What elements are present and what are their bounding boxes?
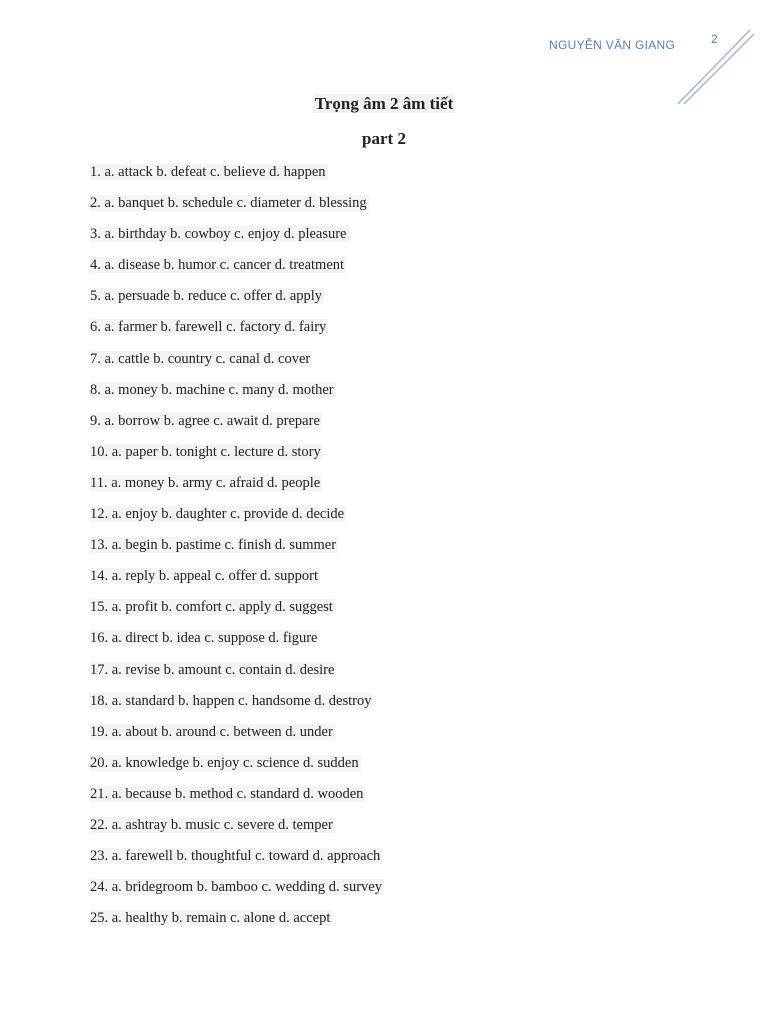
question-item (90, 285, 384, 316)
question-item (90, 907, 384, 938)
question-text: 3. a. birthday b. cowboy c. enjoy d. pleasure (90, 226, 347, 243)
question-item (90, 503, 384, 534)
question-text: 11. a. money b. army c. afraid d. people (90, 474, 321, 491)
question-text: 24. a. bridegroom b. bamboo c. wedding d. survey (90, 879, 382, 896)
question-text: 17. a. revise b. amount c. contain d. desire (90, 661, 335, 678)
document-subtitle: part 2 (362, 129, 406, 148)
document-title: Trọng âm 2 âm tiết (314, 94, 454, 113)
question-item (90, 379, 384, 410)
question-text: 22. a. ashtray b. music c. severe d. temper (90, 816, 333, 833)
question-text: 15. a. profit b. comfort c. apply d. suggest (90, 599, 333, 616)
header-author: NGUYỄN VĂN GIANG (549, 38, 676, 52)
question-text: 10. a. paper b. tonight c. lecture d. story (90, 443, 321, 460)
question-text: 19. a. about b. around c. between d. under (90, 723, 333, 740)
question-item (90, 845, 384, 876)
question-text: 12. a. enjoy b. daughter c. provide d. decide (90, 506, 345, 523)
page-number: 2 (711, 32, 718, 46)
question-item (90, 876, 384, 907)
question-text: 6. a. farmer b. farewell c. factory d. fairy (90, 319, 327, 336)
question-list (90, 161, 384, 938)
question-item (90, 565, 384, 596)
question-item (90, 752, 384, 783)
question-item (90, 223, 384, 254)
question-text: 5. a. persuade b. reduce c. offer d. apply (90, 288, 323, 305)
question-text: 23. a. farewell b. thoughtful c. toward d. approach (90, 848, 381, 865)
question-item (90, 441, 384, 472)
question-item (90, 161, 384, 192)
question-text: 16. a. direct b. idea c. suppose d. figure (90, 630, 318, 647)
document-title-wrap (0, 94, 768, 114)
question-text: 9. a. borrow b. agree c. await d. prepare (90, 412, 320, 429)
question-item (90, 316, 384, 347)
question-item (90, 783, 384, 814)
question-text: 20. a. knowledge b. enjoy c. science d. sudden (90, 754, 359, 771)
question-text: 21. a. because b. method c. standard d. wooden (90, 785, 364, 802)
question-item (90, 254, 384, 285)
question-text: 8. a. money b. machine c. many d. mother (90, 381, 334, 398)
question-text: 14. a. reply b. appeal c. offer d. support (90, 568, 319, 585)
question-item (90, 721, 384, 752)
question-item (90, 659, 384, 690)
question-text: 4. a. disease b. humor c. cancer d. treatment (90, 257, 345, 274)
question-item (90, 192, 384, 223)
question-item (90, 348, 384, 379)
question-text: 2. a. banquet b. schedule c. diameter d. blessing (90, 195, 367, 212)
question-item (90, 596, 384, 627)
question-item (90, 410, 384, 441)
question-item (90, 690, 384, 721)
question-text: 25. a. healthy b. remain c. alone d. accept (90, 910, 331, 927)
question-text: 18. a. standard b. happen c. handsome d. destroy (90, 692, 372, 709)
question-item (90, 472, 384, 503)
question-text: 1. a. attack b. defeat c. believe d. happen (90, 164, 326, 180)
question-text: 7. a. cattle b. country c. canal d. cover (90, 350, 311, 367)
question-item (90, 627, 384, 658)
question-item (90, 534, 384, 565)
question-text: 13. a. begin b. pastime c. finish d. summer (90, 537, 337, 554)
question-item (90, 814, 384, 845)
